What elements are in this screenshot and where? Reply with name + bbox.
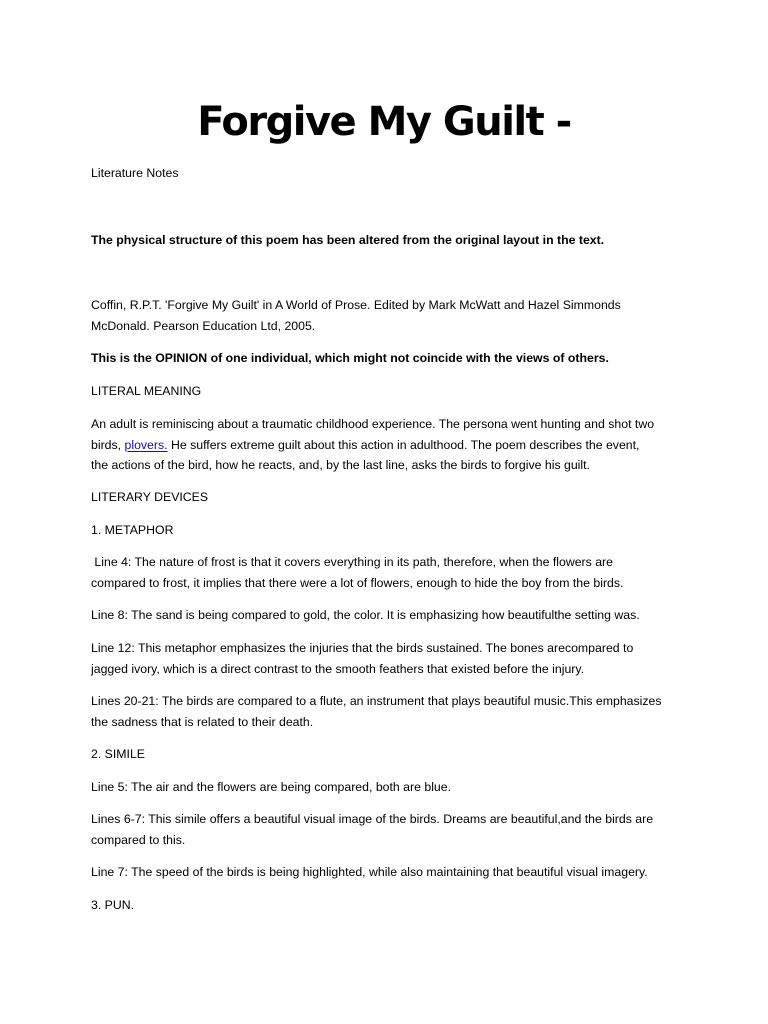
simile-lines-6-7-a: Lines 6-7: This simile offers a beautiful visual image of the birds. Dreams are beautiful,and the birds are [91,812,654,826]
metaphor-line-12-b: jagged ivory, which is a direct contrast to the smooth feathers that existed before the injury. [91,661,585,676]
plovers-link[interactable]: plovers. [124,437,168,452]
metaphor-lines-20-21-b: the sadness that is related to their death. [91,714,314,729]
literal-meaning-line-2-start: birds, [91,437,125,452]
literary-devices-heading: LITERARY DEVICES [91,490,209,504]
metaphor-line-12 [91,638,691,679]
simile-lines-6-7-b: compared to this. [91,832,186,847]
metaphor-lines-20-21 [91,691,691,732]
metaphor-line-4-b: compared to frost, it implies that there were a lot of flowers, enough to hide the boy from the birds. [91,575,624,590]
simile-lines-6-7 [91,809,691,850]
metaphor-lines-20-21-a: Lines 20-21: The birds are compared to a flute, an instrument that plays beautiful music.This emphasizes [91,694,662,708]
literal-meaning-heading: LITERAL MEANING [91,384,202,398]
literal-meaning-line-2-end: He suffers extreme guilt about this action in adulthood. The poem describes the event, [167,437,640,452]
literal-meaning-line-2 [91,435,691,456]
opinion-note: This is the OPINION of one individual, which might not coincide with the views of others. [91,351,609,365]
metaphor-line-12-a: Line 12: This metaphor emphasizes the injuries that the birds sustained. The bones arecompared to [91,641,634,655]
citation-line-1: Coffin, R.P.T. 'Forgive My Guilt' in A World of Prose. Edited by Mark McWatt and Hazel Simmonds [91,298,621,312]
pun-heading: 3. PUN. [91,898,135,912]
simile-line-7: Line 7: The speed of the birds is being highlighted, while also maintaining that beautiful visual imagery. [91,865,648,879]
literal-meaning-paragraph [91,414,691,476]
citation [91,295,691,336]
citation-line-2: McDonald. Pearson Education Ltd, 2005. [91,318,316,333]
metaphor-heading: 1. METAPHOR [91,523,174,537]
metaphor-line-4 [91,552,691,593]
literal-meaning-line-3: the actions of the bird, how he reacts, and, by the last line, asks the birds to forgive his guilt. [91,458,590,472]
document-title: Forgive My Guilt - [197,99,571,145]
subtitle: Literature Notes [91,166,179,180]
metaphor-line-8: Line 8: The sand is being compared to gold, the color. It is emphasizing how beautifulthe setting was. [91,608,640,622]
simile-line-5: Line 5: The air and the flowers are being compared, both are blue. [91,780,452,794]
metaphor-line-4-a: Line 4: The nature of frost is that it covers everything in its path, therefore, when the flowers are [91,555,613,569]
structure-note: The physical structure of this poem has been altered from the original layout in the text. [91,233,605,247]
literal-meaning-line-1: An adult is reminiscing about a traumatic childhood experience. The persona went hunting and shot two [91,417,655,431]
simile-heading: 2. SIMILE [91,747,145,761]
